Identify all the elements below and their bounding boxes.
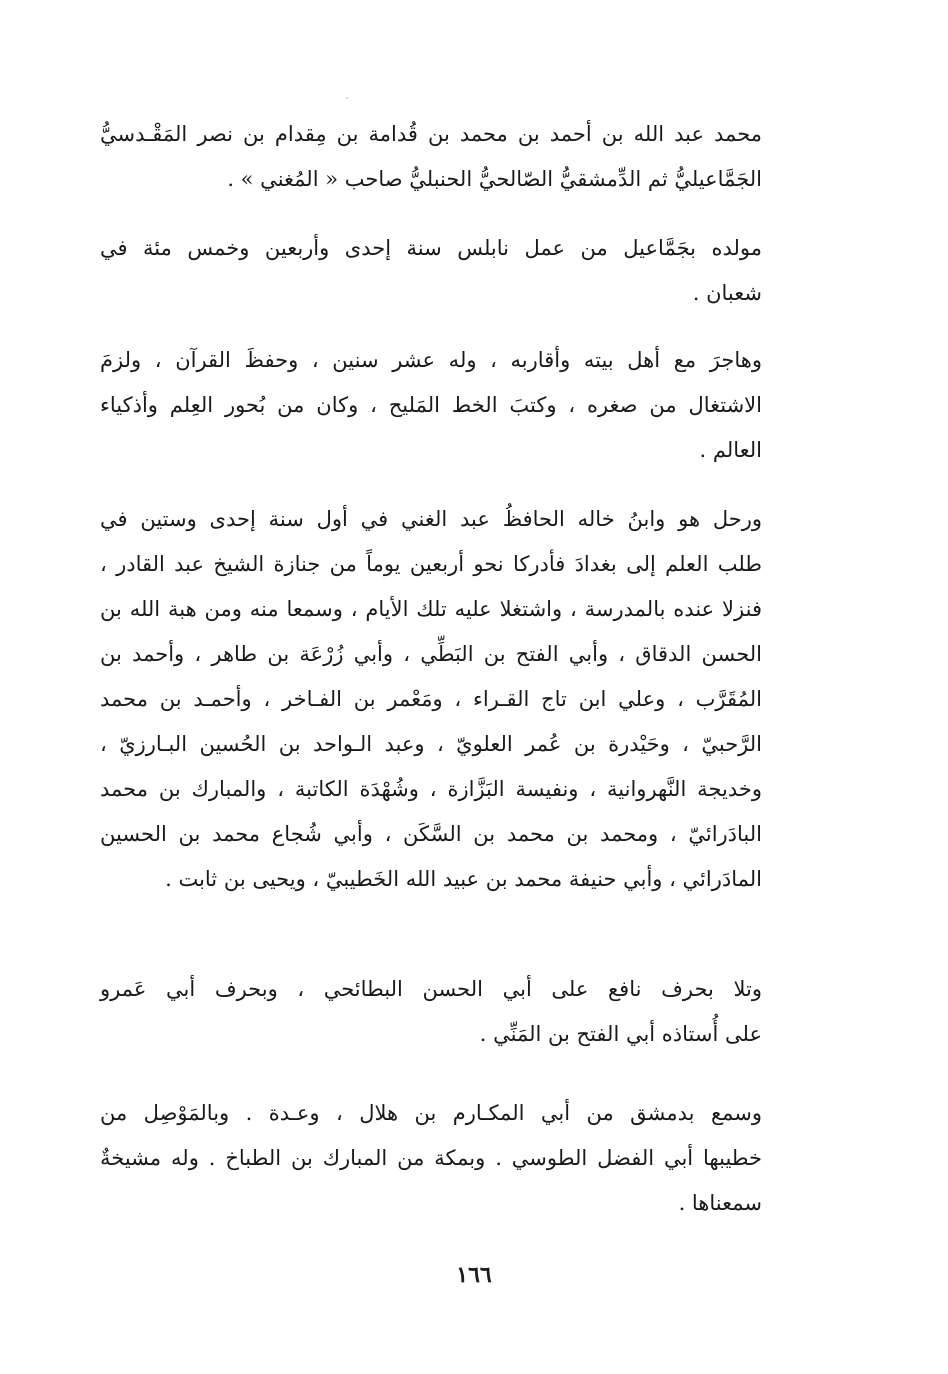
paragraph-line: وهاجرَ مع أهل بيته وأقاربه ، وله عشر سنين ، وحفظَ القرآن ، ولزمَ [100,348,762,372]
paragraph-line: البادَرائيّ ، ومحمد بن محمد بن السَّكَن ، وأبي شُجاع محمد بن الحسين [100,822,762,846]
paragraph-3 [100,338,762,473]
paragraph-line: طلب العلم إلى بغدادَ فأدركا نحو أربعين يوماً من جنازة الشيخ عبد القادر ، [100,552,762,576]
paragraph-line: مولده بجَمَّاعيل من عمل نابلس سنة إحدى وأربعين وخمس مئة في [100,236,762,260]
paragraph-line: المادَرائي ، وأبي حنيفة محمد بن عبيد الله الخَطيبيّ ، ويحيى بن ثابت . [165,867,762,891]
paragraph-line: شعبان . [692,281,762,305]
scan-speck [346,97,348,99]
paragraph-line: العالم . [699,438,762,462]
paragraph-5 [100,967,762,1057]
paragraph-line: سمعناها . [678,1191,762,1215]
paragraph-line: المُقَرَّب ، وعلي ابن تاج القـراء ، ومَعْمر بن الفـاخر ، وأحمـد بن محمد [100,687,762,711]
paragraph-line: الجَمَّاعيليُّ ثم الدِّمشقيُّ الصّالحيُّ الحنبليُّ صاحب « المُغني » . [227,167,762,191]
paragraph-line: على أُستاذه أبي الفتح بن المَنِّي . [479,1022,762,1046]
paragraph-line: الحسن الدقاق ، وأبي الفتح بن البَطِّي ، وأبي زُرْعَة بن طاهر ، وأحمد بن [100,642,762,666]
paragraph-line: الرَّحبيّ ، وحَيْدرة بن عُمر العلويّ ، وعبد الـواحد بن الحُسين البـارزيّ ، [100,732,762,756]
paragraph-line: الاشتغال من صغره ، وكتبَ الخط المَليح ، وكان من بُحور العِلم وأذكياء [100,393,762,417]
paragraph-2 [100,226,762,316]
paragraph-line: محمد عبد الله بن أحمد بن محمد بن قُدامة بن مِقدام بن نصر المَقْـدسيُّ [100,122,762,146]
paragraph-line: فنزلا عنده بالمدرسة ، واشتغلا عليه تلك الأيام ، وسمعا منه ومن هبة الله بن [100,597,762,621]
paragraph-6 [100,1091,762,1226]
paragraph-line: وخديجة النَّهروانية ، ونفيسة البَزَّازة ، وشُهْدَة الكاتبة ، والمبارك بن محمد [100,777,762,801]
paragraph-1 [100,112,762,202]
page-number: ١٦٦ [456,1262,492,1288]
paragraph-line: وسمع بدمشق من أبي المكـارم بن هلال ، وعـدة . وبالمَوْصِل من [100,1101,762,1125]
paragraph-4 [100,497,762,902]
paragraph-line: خطيبها أبي الفضل الطوسي . وبمكة من المبارك بن الطباخ . وله مشيخةٌ [100,1146,762,1170]
paragraph-line: ورحل هو وابنُ خاله الحافظُ عبد الغني في أول سنة إحدى وستين في [100,507,762,531]
paragraph-line: وتلا بحرف نافع على أبي الحسن البطائحي ، وبحرف أبي عَمرو [100,977,762,1001]
